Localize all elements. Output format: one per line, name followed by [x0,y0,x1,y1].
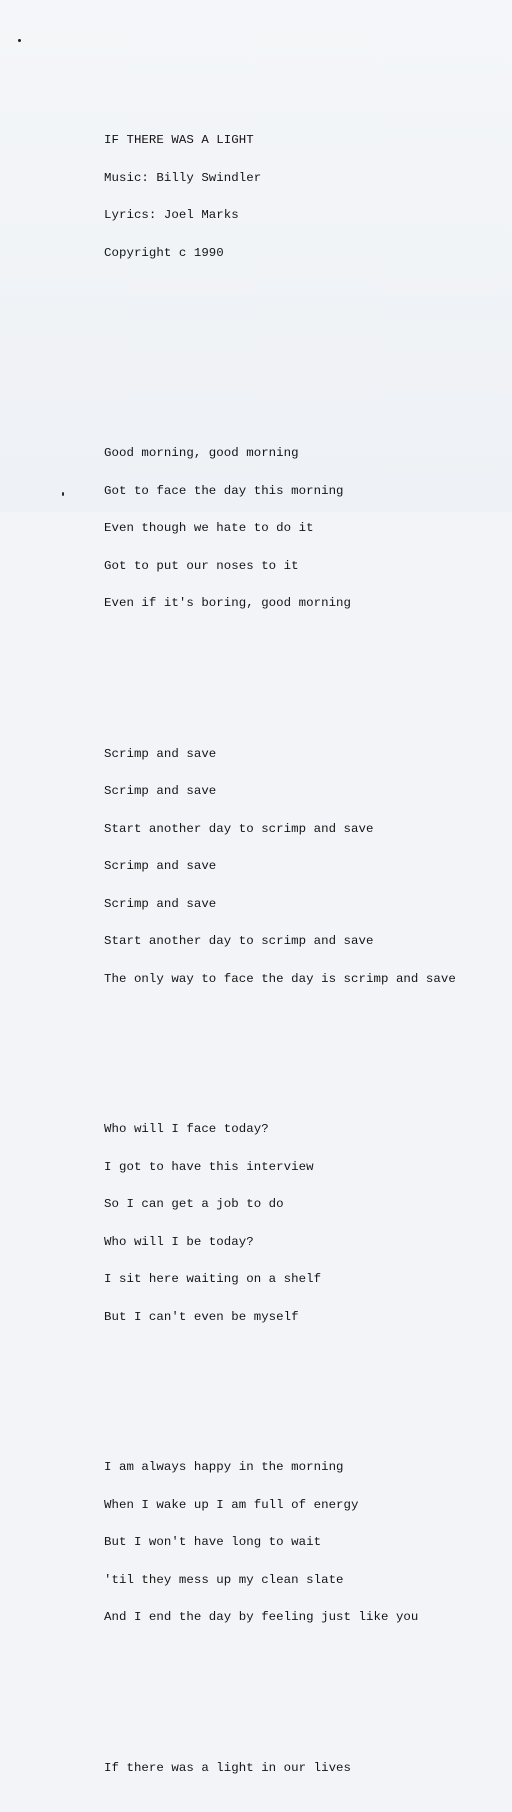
lyrics-credit: Lyrics: Joel Marks [104,208,239,222]
lyric-line: Scrimp and save [104,859,217,873]
lyric-line: 'til they mess up my clean slate [104,1572,344,1587]
lyric-line: Who will I be today? [104,1234,254,1249]
lyric-line: Scrimp and save [104,896,217,911]
verse-4 [104,1436,456,1649]
song-title: IF THERE WAS A LIGHT [104,133,254,147]
lyric-line: I sit here waiting on a shelf [104,1272,322,1286]
ink-speck [62,492,64,496]
lyric-line: I got to have this interview [104,1159,314,1174]
lyrics-document [104,84,456,1812]
lyric-line: Even though we hate to do it [104,521,314,535]
lyric-line: When I wake up I am full of energy [104,1497,359,1512]
verse-2 [104,723,456,1011]
verse-5 [104,1737,456,1800]
lyric-line: And I end the day by feeling just like you [104,1610,419,1624]
lyric-line: Start another day to scrimp and save [104,821,374,836]
lyric-line: I am always happy in the morning [104,1460,344,1474]
lyric-line: So I can get a job to do [104,1197,284,1211]
section-gap [104,1386,456,1399]
section-gap [104,372,456,385]
music-credit: Music: Billy Swindler [104,170,262,185]
lyric-line: If there was a light in our lives [104,1760,352,1775]
verse-1 [104,422,456,635]
verse-3 [104,1098,456,1348]
lyric-line: Who will I face today? [104,1122,269,1136]
ink-speck [18,39,21,42]
section-gap [104,672,456,685]
lyric-line: Even if it's boring, good morning [104,596,352,610]
section-gap [104,322,456,347]
copyright-notice: Copyright c 1990 [104,245,224,260]
lyric-line: Good morning, good morning [104,446,299,460]
section-gap [104,1048,456,1061]
lyric-line: Got to put our noses to it [104,558,299,573]
lyric-line: But I can't even be myself [104,1309,299,1324]
lyric-line: Start another day to scrimp and save [104,934,374,948]
lyric-line: The only way to face the day is scrimp and save [104,971,456,986]
section-gap [104,1686,456,1699]
lyric-line: Scrimp and save [104,746,217,761]
lyric-line: Scrimp and save [104,784,217,798]
lyric-line: Got to face the day this morning [104,483,344,498]
song-header [104,109,456,284]
lyric-line: But I won't have long to wait [104,1535,322,1549]
